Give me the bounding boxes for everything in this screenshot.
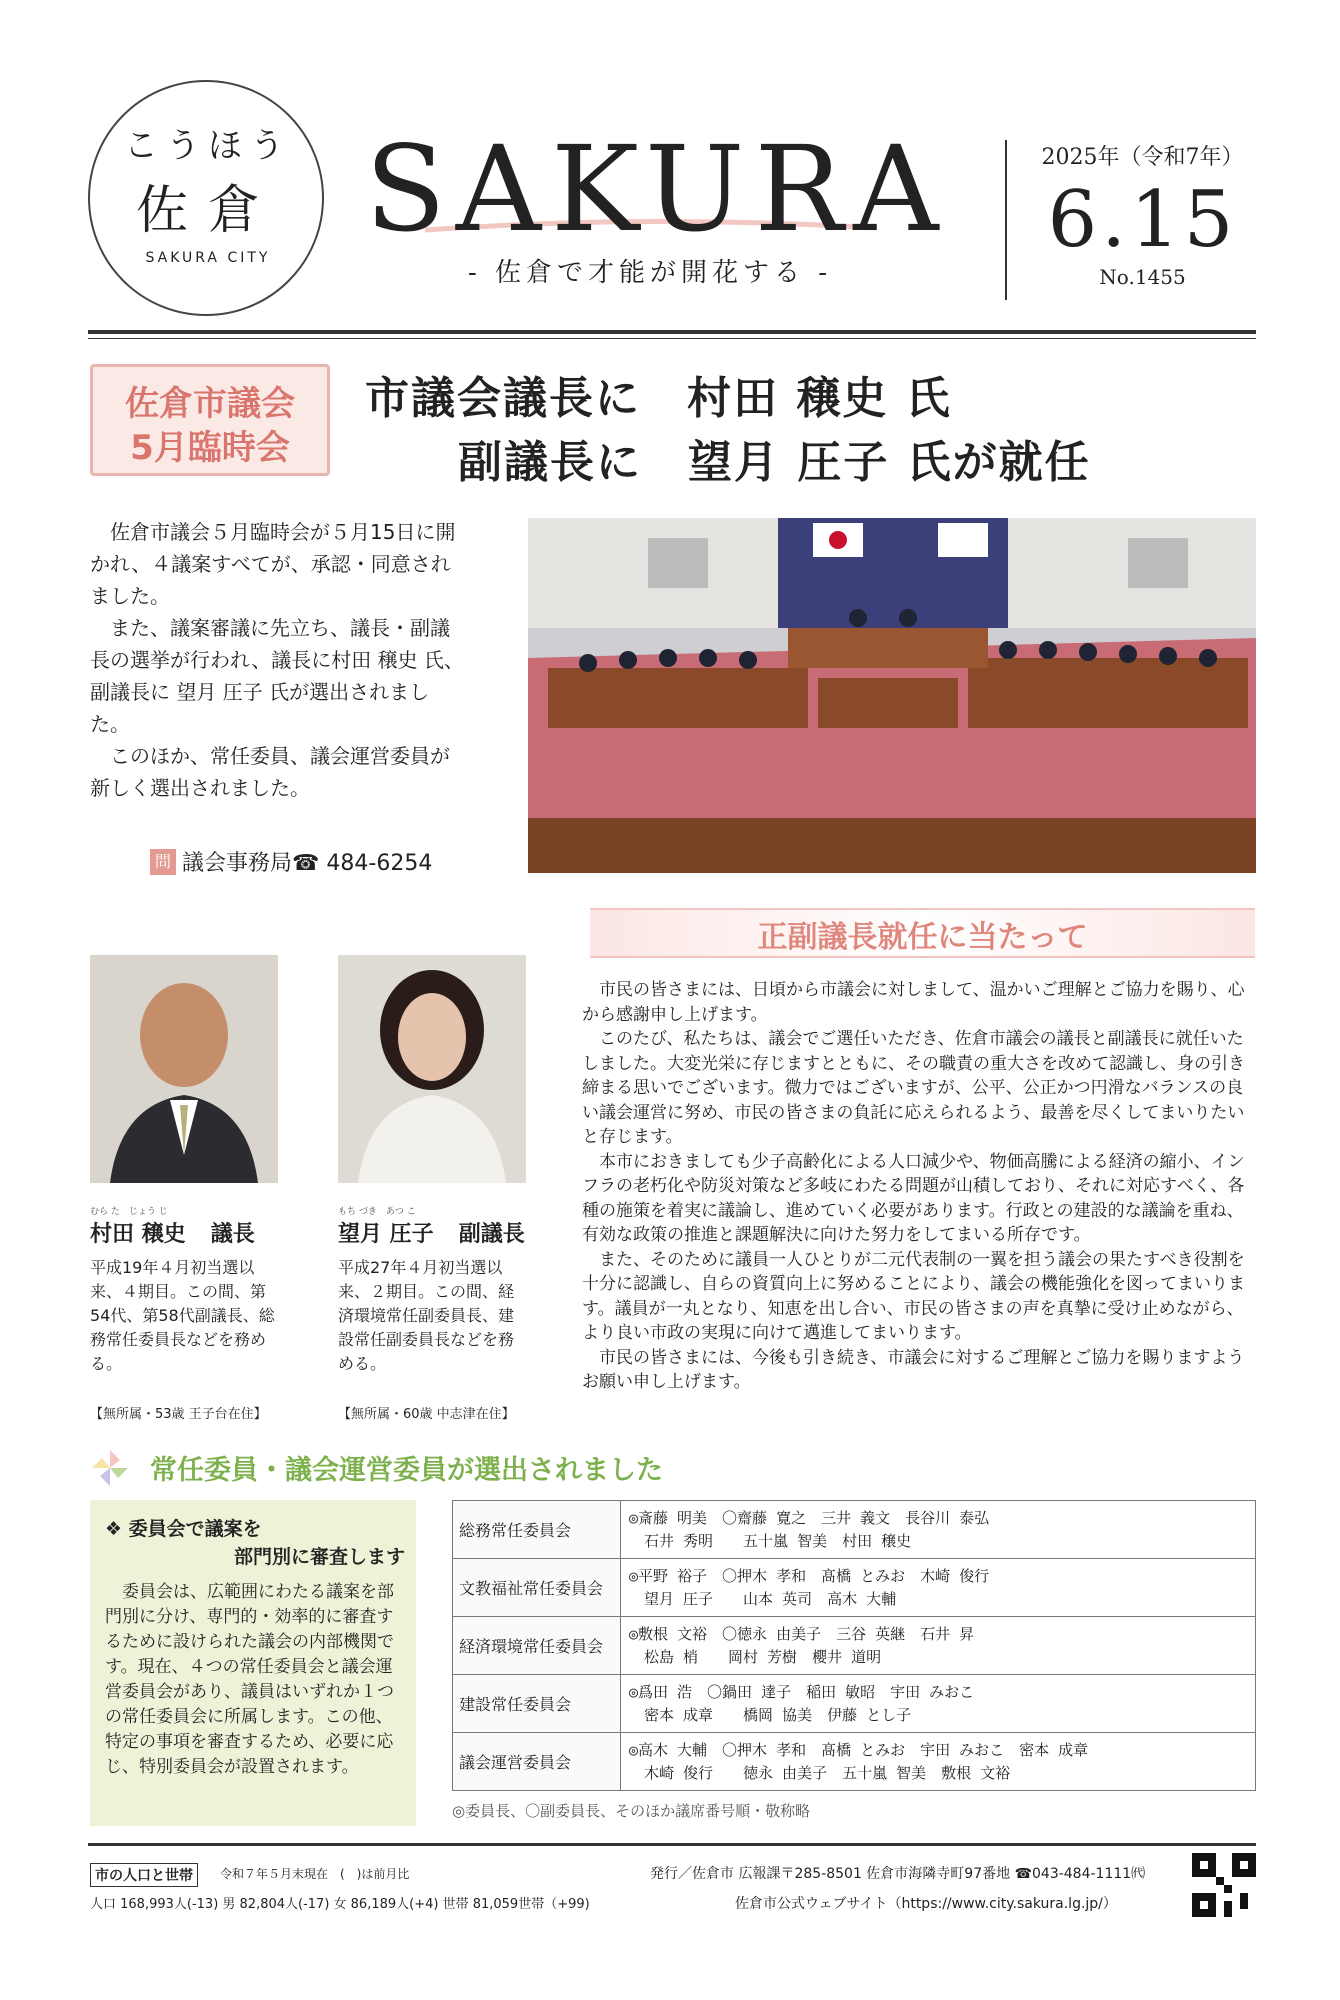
member-affiliation: 【無所属・53歳 王子台在住】 [90,1407,267,1422]
member-name: 望月 圧子 [338,1221,434,1247]
newsletter-title: SAKURA [365,120,949,258]
name-reading: もち づき あつ こ [338,1207,416,1217]
committee-name: 総務常任委員会 [453,1501,621,1559]
headline-line2: 副議長に 望月 圧子 氏が就任 [458,437,1091,488]
member-name-chairman [90,1204,255,1248]
logo-kana: こうほう [124,126,292,166]
info-box-title: ❖ 委員会で議案を [105,1518,262,1540]
message-body [582,978,1255,1395]
top-rule [88,330,1256,334]
committee-name: 文教福祉常任委員会 [453,1559,621,1617]
issue-number: No.1455 [1099,265,1186,289]
session-label-line1: 佐倉市議会 [125,384,295,424]
headline-line1: 市議会議長に 村田 穣史 氏 [365,373,952,424]
member-affiliation: 【無所属・60歳 中志津在住】 [338,1407,515,1422]
population-as-of: 令和７年５月末現在 ( )は前月比 [220,1867,410,1881]
council-chamber-photo [528,518,1256,873]
website-link[interactable]: 佐倉市公式ウェブサイト（https://www.city.sakura.lg.jp/） [735,1896,1117,1912]
name-reading: むら た じょう じ [90,1207,168,1217]
session-label-line2: 5月臨時会 [130,428,290,468]
issue-year: 2025年（令和7年） [1041,145,1244,170]
intro-paragraph: このほか、常任委員、議会運営委員が新しく選出されました。 [90,744,450,800]
issue-date: 6.15 [1047,175,1238,265]
logo-kanji: 佐倉 [135,181,280,241]
contact-line [150,846,432,877]
committee-members: ◎敷根 文裕 〇徳永 由美子 三谷 英継 石井 昇 松島 梢 岡村 芳樹 櫻井 道明 [621,1617,1256,1675]
info-box-title-cont: 部門別に審査します [233,1546,405,1568]
member-bio: 平成19年４月初当選以来、４期目。この間、第54代、第58代副議長、総務常任委員長などを務める。 [90,1258,275,1373]
committee-note: ◎委員長、〇副委員長、そのほか議席番号順・敬称略 [452,1802,811,1820]
committee-members: ◎高木 大輔 〇押木 孝和 髙橋 とみお 宇田 みおこ 密本 成章 木崎 俊行 徳永 由美子 五十嵐 智美 敷根 文裕 [621,1733,1256,1791]
footer-rule [88,1843,1256,1846]
table-row [453,1617,1256,1675]
inquiry-icon: 問 [150,849,176,875]
intro-paragraph: また、議案審議に先立ち、議長・副議長の選挙が行われ、議長に村田 穣史 氏、副議長に 望月 圧子 氏が選出されました。 [90,616,464,736]
tagline: - 佐倉で才能が開花する - [467,258,833,288]
member-title: 議長 [210,1221,255,1247]
message-paragraph: また、そのために議員一人ひとりが二元代表制の一翼を担う議会の果たすべき役割を十分に認識し、自らの資質向上に努めることにより、議会の機能強化を図ってまいります。議員が一丸となり、知恵を出し合い、市民の皆さまの声を真摯に受け止めながら、より良い市政の実現に向けて邁進してまいります。 [582,1249,1245,1343]
contact-text: 議会事務局☎ 484-6254 [182,851,433,876]
population-stats: 人口 168,993人(-13) 男 82,804人(-17) 女 86,189人(+4) 世帯 81,059世帯（+99) [90,1897,590,1912]
member-bio: 平成27年４月初当選以来、２期目。この間、経済環境常任副委員長、建設常任副委員長などを務める。 [338,1258,515,1373]
message-paragraph: 市民の皆さまには、日頃から市議会に対しまして、温かいご理解とご協力を賜り、心から感謝申し上げます。 [582,980,1245,1025]
committee-members: ◎平野 裕子 〇押木 孝和 髙橋 とみお 木崎 俊行 望月 圧子 山本 英司 高木 大輔 [621,1559,1256,1617]
committee-name: 建設常任委員会 [453,1675,621,1733]
intro-text [90,516,465,804]
portrait-vice-chairman [338,955,526,1183]
publisher-info: 発行／佐倉市 広報課〒285-8501 佐倉市海隣寺町97番地 ☎043-484-1111㈹ [650,1866,1146,1882]
top-rule-thin [88,338,1256,339]
message-paragraph: このたび、私たちは、議会でご選任いただき、佐倉市議会の議長と副議長に就任いたしました。大変光栄に存じますとともに、その職責の重大さを改めて認識し、身の引き締まる思いでございます。微力ではございますが、公平、公正かつ円滑なバランスの良い議会運営に努め、市民の皆さまの負託に応えられるよう、最善を尽くしてまいりたいと存じます。 [582,1029,1245,1147]
member-name-vice-chairman [338,1204,525,1248]
message-paragraph: 本市におきましても少子高齢化による人口減少や、物価高騰による経済の縮小、インフラの老朽化や防災対策など多岐にわたる問題が山積しており、それに対応すべく、各種の施策を着実に議論し、進めていく必要があります。行政との建設的な議論を重ね、有効な政策の推進と課題解決に向けた努力をしてまいる所存です。 [582,1151,1245,1245]
committee-members: ◎爲田 浩 〇鍋田 達子 稲田 敏昭 宇田 みおこ 密本 成章 橋岡 協美 伊藤 とし子 [621,1675,1256,1733]
committee-name: 経済環境常任委員会 [453,1617,621,1675]
member-name: 村田 穣史 [90,1221,186,1247]
info-box-text: 委員会は、広範囲にわたる議案を部門別に分け、専門的・効率的に審査するために設けられた議会の内部機関です。現在、４つの常任委員会と議会運営委員会があり、議員はいずれか１つの常任委員会に所属します。この他、特定の事項を審査するため、必要に応じ、特別委員会が設置されます。 [105,1582,394,1777]
table-row [453,1733,1256,1791]
pinwheel-icon [90,1448,130,1488]
logo-city: SAKURA CITY [145,250,271,266]
committees-heading: 常任委員・議会運営委員が選出されました [150,1455,663,1486]
message-paragraph: 市民の皆さまには、今後も引き続き、市議会に対するご理解とご協力を賜りますようお願い申し上げます。 [582,1347,1245,1392]
member-title: 副議長 [458,1221,525,1247]
message-heading: 正副議長就任に当たって [757,920,1088,955]
population-label: 市の人口と世帯 [90,1863,198,1887]
qr-code-icon[interactable] [1192,1853,1256,1917]
committee-name: 議会運営委員会 [453,1733,621,1791]
portrait-chairman [90,955,278,1183]
table-row [453,1675,1256,1733]
table-row [453,1559,1256,1617]
committee-members: ◎斎藤 明美 〇齋藤 寛之 三井 義文 長谷川 泰弘 石井 秀明 五十嵐 智美 村田 穣史 [621,1501,1256,1559]
masthead-divider [1005,140,1007,300]
table-row [453,1501,1256,1559]
committee-table [452,1500,1256,1791]
intro-paragraph: 佐倉市議会５月臨時会が５月15日に開かれ、４議案すべてが、承認・同意されました。 [90,520,456,608]
